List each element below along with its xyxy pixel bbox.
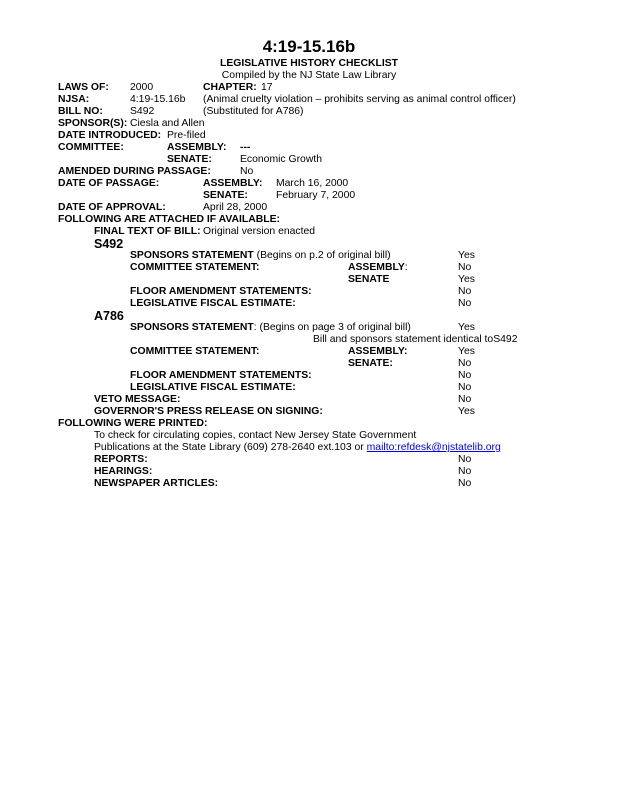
date-of-approval-label: DATE OF APPROVAL: (58, 202, 166, 213)
date-introduced-label: DATE INTRODUCED: (58, 130, 162, 141)
printed-heading: FOLLOWING WERE PRINTED: (58, 418, 208, 429)
printed-info-line2 (94, 442, 501, 454)
email-link[interactable]: mailto:refdesk@njstatelib.org (366, 442, 501, 453)
laws-of-value: 2000 (130, 82, 154, 93)
laws-of-label: LAWS OF: (58, 82, 109, 93)
page-title: 4:19-15.16b (262, 37, 356, 56)
passage-senate-label: SENATE: (203, 190, 248, 201)
press-release-label: GOVERNOR'S PRESS RELEASE ON SIGNING: (94, 406, 323, 417)
s492-fiscal-value: No (458, 298, 472, 309)
s492-assembly (348, 262, 408, 274)
committee-assembly-value: --- (240, 142, 251, 153)
committee-label: COMMITTEE: (58, 142, 124, 153)
a786-sponsors-label: SPONSORS STATEMENT (130, 322, 254, 333)
s492-floor-label: FLOOR AMENDMENT STATEMENTS: (130, 286, 312, 297)
reports-value: No (458, 454, 472, 465)
bill-s492-heading: S492 (94, 237, 124, 251)
bill-substitution-note: (Substituted for A786) (203, 106, 304, 117)
date-of-approval-value: April 28, 2000 (203, 202, 268, 213)
bill-no-label: BILL NO: (58, 106, 103, 117)
press-release-value: Yes (458, 406, 475, 417)
amended-label: AMENDED DURING PASSAGE: (58, 166, 211, 177)
s492-assembly-colon: : (404, 262, 408, 273)
veto-message-label: VETO MESSAGE: (94, 394, 181, 405)
a786-committee-label: COMMITTEE STATEMENT: (130, 346, 260, 357)
a786-senate-value: No (458, 358, 472, 369)
a786-sponsors-note: : (Begins on page 3 of original bill) (253, 322, 411, 333)
document-subtitle: LEGISLATIVE HISTORY CHECKLIST (219, 58, 398, 69)
s492-committee-label: COMMITTEE STATEMENT: (130, 262, 260, 273)
bill-a786-heading: A786 (94, 309, 124, 323)
committee-senate-label: SENATE: (167, 154, 212, 165)
printed-info-line1: To check for circulating copies, contact New Jersey State Government (94, 430, 417, 441)
chapter-value: 17 (261, 82, 273, 93)
s492-senate-label: SENATE (348, 274, 390, 285)
s492-assembly-label: ASSEMBLY (348, 262, 405, 273)
s492-sponsors-note: (Begins on p.2 of original bill) (253, 250, 391, 261)
passage-assembly-label: ASSEMBLY: (203, 178, 263, 189)
sponsors-label: SPONSOR(S): (58, 118, 128, 129)
s492-fiscal-label: LEGISLATIVE FISCAL ESTIMATE: (130, 298, 296, 309)
njsa-description: (Animal cruelty violation – prohibits serving as animal control officer) (203, 94, 516, 105)
a786-fiscal-label: LEGISLATIVE FISCAL ESTIMATE: (130, 382, 296, 393)
s492-floor-value: No (458, 286, 472, 297)
a786-sponsors-statement (130, 322, 411, 334)
s492-sponsors-value: Yes (458, 250, 475, 261)
a786-assembly-value: Yes (458, 346, 475, 357)
a786-fiscal-value: No (458, 382, 472, 393)
hearings-label: HEARINGS: (94, 466, 153, 477)
newspaper-articles-value: No (458, 478, 472, 489)
s492-sponsors-statement (130, 250, 391, 262)
passage-senate-value: February 7, 2000 (276, 190, 356, 201)
a786-senate-label: SENATE: (348, 358, 393, 369)
attached-heading: FOLLOWING ARE ATTACHED IF AVAILABLE: (58, 214, 281, 225)
final-text-value: Original version enacted (203, 226, 316, 237)
newspaper-articles-label: NEWSPAPER ARTICLES: (94, 478, 219, 489)
veto-message-value: No (458, 394, 472, 405)
compiled-by: Compiled by the NJ State Law Library (221, 70, 397, 81)
a786-floor-label: FLOOR AMENDMENT STATEMENTS: (130, 370, 312, 381)
printed-info-text: Publications at the State Library (609) 278-2640 ext.103 or (94, 442, 367, 453)
s492-senate-value: Yes (458, 274, 475, 285)
date-of-passage-label: DATE OF PASSAGE: (58, 178, 160, 189)
chapter-label: CHAPTER: (203, 82, 257, 93)
committee-senate-value: Economic Growth (240, 154, 322, 165)
a786-assembly-label: ASSEMBLY: (348, 346, 408, 357)
bill-no-value: S492 (130, 106, 155, 117)
s492-assembly-value: No (458, 262, 472, 273)
date-introduced-value: Pre-filed (167, 130, 206, 141)
njsa-label: NJSA: (58, 94, 90, 105)
reports-label: REPORTS: (94, 454, 148, 465)
hearings-value: No (458, 466, 472, 477)
final-text-label: FINAL TEXT OF BILL: (94, 226, 201, 237)
amended-value: No (240, 166, 254, 177)
sponsors-value: Ciesla and Allen (130, 118, 205, 129)
a786-identical-note: Bill and sponsors statement identical toS492 (313, 334, 518, 345)
njsa-value: 4:19-15.16b (130, 94, 186, 105)
s492-sponsors-label: SPONSORS STATEMENT (130, 250, 254, 261)
a786-sponsors-value: Yes (458, 322, 475, 333)
committee-assembly-label: ASSEMBLY: (167, 142, 227, 153)
passage-assembly-value: March 16, 2000 (276, 178, 349, 189)
a786-floor-value: No (458, 370, 472, 381)
